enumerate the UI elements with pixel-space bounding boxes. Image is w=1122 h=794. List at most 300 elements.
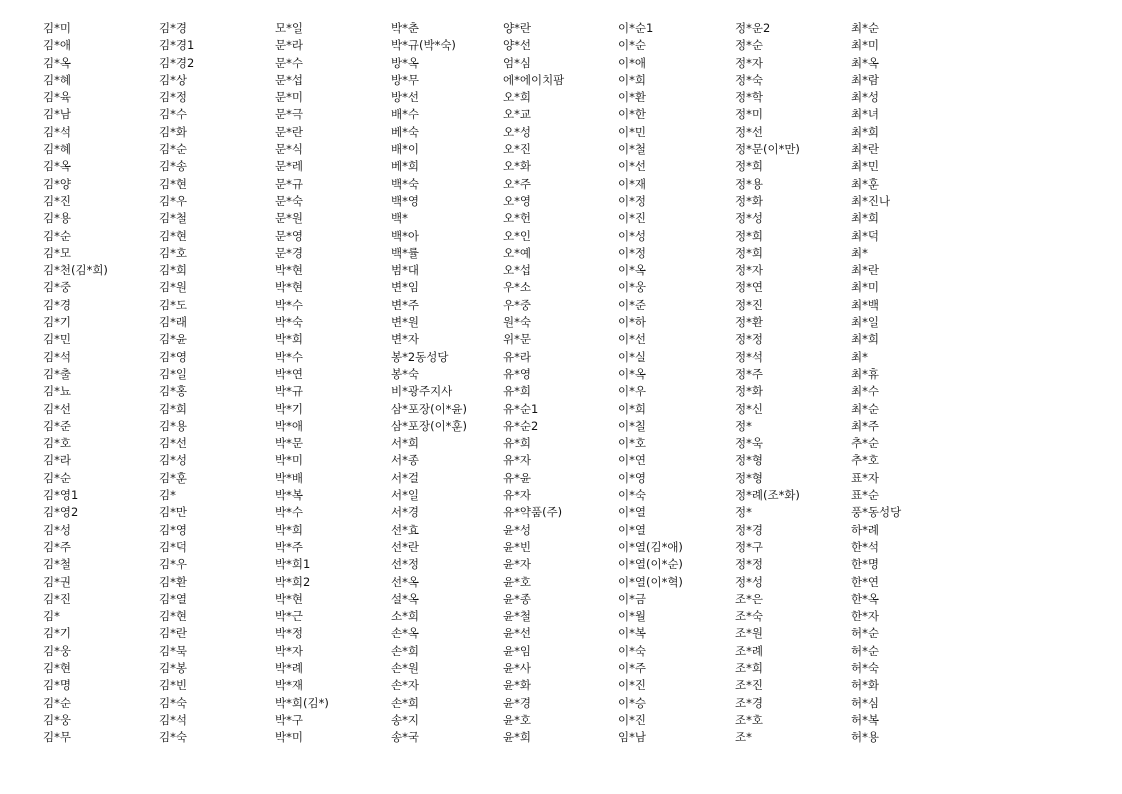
name-entry: 유*약품(주) xyxy=(503,505,563,520)
name-entry: 김*영 xyxy=(159,522,187,537)
name-entry: 박*수 xyxy=(275,349,303,364)
name-entry: 오*헌 xyxy=(503,211,531,226)
name-entry: 김*용 xyxy=(159,418,187,433)
name-entry: 박*기 xyxy=(275,401,303,416)
name-entry: 박*현 xyxy=(275,280,303,295)
name-entry: 손*희 xyxy=(391,695,419,710)
name-entry: 김*희 xyxy=(159,263,187,278)
name-entry: 김*모 xyxy=(43,245,71,260)
name-entry: 김*우 xyxy=(159,557,187,572)
name-entry: 문*섭 xyxy=(275,72,303,87)
name-entry: 김*정 xyxy=(159,90,187,105)
name-entry: 손*원 xyxy=(391,660,419,675)
name-entry: 선*효 xyxy=(391,522,419,537)
name-entry: 최*덕 xyxy=(851,228,879,243)
name-entry: 김*기 xyxy=(43,315,71,330)
name-entry: 김*중 xyxy=(43,280,71,295)
name-entry: 이*열(김*애) xyxy=(618,539,683,554)
name-entry: 이*칠 xyxy=(618,418,646,433)
name-entry: 박*미 xyxy=(275,730,303,745)
name-entry: 이*월 xyxy=(618,609,646,624)
name-entry: 오*인 xyxy=(503,228,531,243)
name-entry: 최* xyxy=(851,245,868,260)
name-entry: 최*성 xyxy=(851,90,879,105)
name-entry: 김*원 xyxy=(159,280,187,295)
name-entry: 김*무 xyxy=(43,730,71,745)
name-entry: 최*수 xyxy=(851,384,879,399)
name-entry: 김*현 xyxy=(43,660,71,675)
name-entry: 조*은 xyxy=(735,591,763,606)
name-entry: 한*자 xyxy=(851,609,879,624)
name-entry: 백*숙 xyxy=(391,176,419,191)
name-entry: 윤*자 xyxy=(503,557,531,572)
name-entry: 김*윤 xyxy=(159,332,187,347)
name-entry: 오*영 xyxy=(503,193,531,208)
name-entry: 김*경 xyxy=(43,297,71,312)
name-entry: 정*형 xyxy=(735,470,763,485)
name-entry: 윤*호 xyxy=(503,712,531,727)
name-entry: 한*명 xyxy=(851,557,879,572)
name-entry: 정*경 xyxy=(735,522,763,537)
name-entry: 원*숙 xyxy=(503,315,531,330)
name-entry: 정* xyxy=(735,418,752,433)
name-entry: 김*성 xyxy=(159,453,187,468)
name-entry: 정*용 xyxy=(735,176,763,191)
name-entry: 조*희 xyxy=(735,660,763,675)
name-column-4 xyxy=(391,20,467,746)
name-entry: 유*라 xyxy=(503,349,531,364)
name-entry: 박*수 xyxy=(275,505,303,520)
name-entry: 문*극 xyxy=(275,107,303,122)
name-entry: 정*성 xyxy=(735,211,763,226)
name-entry: 이*순 xyxy=(618,38,646,53)
name-entry: 김*천(김*희) xyxy=(43,263,108,278)
name-entry: 최*민 xyxy=(851,159,879,174)
name-entry: 유*윤 xyxy=(503,470,531,485)
name-entry: 봉*숙 xyxy=(391,366,419,381)
name-entry: 김*영 xyxy=(159,349,187,364)
name-entry: 변*주 xyxy=(391,297,419,312)
name-entry: 한*옥 xyxy=(851,591,879,606)
name-entry: 정*운2 xyxy=(735,21,771,35)
name-entry: 유*순2 xyxy=(503,418,539,433)
name-entry: 이*선 xyxy=(618,332,646,347)
name-entry: 김*진 xyxy=(43,193,71,208)
name-entry: 김*경2 xyxy=(159,55,195,70)
name-entry: 김*송 xyxy=(159,159,187,174)
name-entry: 김*수 xyxy=(159,107,187,122)
name-entry: 최*순 xyxy=(851,401,879,416)
name-entry: 정*순 xyxy=(735,38,763,53)
name-entry: 허*심 xyxy=(851,695,879,710)
name-entry: 윤*사 xyxy=(503,660,531,675)
name-entry: 문*식 xyxy=(275,142,303,157)
name-entry: 최*희 xyxy=(851,211,879,226)
name-entry: 베*숙 xyxy=(391,124,419,139)
name-entry: 박*희 xyxy=(275,522,303,537)
name-entry: 정*희 xyxy=(735,245,763,260)
name-entry: 박*례 xyxy=(275,660,303,675)
name-entry: 이*승 xyxy=(618,695,646,710)
name-entry: 삼*포장(이*윤) xyxy=(391,401,468,416)
name-entry: 선*란 xyxy=(391,539,419,554)
name-entry: 설*옥 xyxy=(391,591,419,606)
name-entry: 백*영 xyxy=(391,193,419,208)
name-entry: 정*정 xyxy=(735,557,763,572)
name-entry: 송*지 xyxy=(391,712,419,727)
name-entry: 이*환 xyxy=(618,90,646,105)
name-entry: 박*애 xyxy=(275,418,303,433)
name-entry: 문*미 xyxy=(275,90,303,105)
name-entry: 이*열(이*혁) xyxy=(618,574,683,589)
name-entry: 정*신 xyxy=(735,401,763,416)
name-entry: 이*선 xyxy=(618,159,646,174)
name-entry: 방*선 xyxy=(391,90,419,105)
name-entry: 모*일 xyxy=(275,21,303,35)
name-entry: 이*정 xyxy=(618,245,646,260)
name-entry: 김*미 xyxy=(43,21,71,35)
name-entry: 조*원 xyxy=(735,626,763,641)
name-entry: 비*광주지사 xyxy=(391,384,453,399)
name-entry: 김*현 xyxy=(159,228,187,243)
name-entry: 정*환 xyxy=(735,315,763,330)
name-entry: 김*권 xyxy=(43,574,71,589)
name-entry: 이*실 xyxy=(618,349,646,364)
name-entry: 선*정 xyxy=(391,557,419,572)
name-entry: 이*하 xyxy=(618,315,646,330)
name-entry: 유*희 xyxy=(503,436,531,451)
name-entry: 이*희 xyxy=(618,72,646,87)
name-entry: 최*순 xyxy=(851,21,879,35)
name-entry: 김*기 xyxy=(43,626,71,641)
name-entry: 최* xyxy=(851,349,868,364)
name-entry: 표*순 xyxy=(851,488,879,503)
name-entry: 김*주 xyxy=(43,539,71,554)
name-entry: 김*숙 xyxy=(159,695,187,710)
name-entry: 서*걸 xyxy=(391,470,419,485)
name-entry: 김*호 xyxy=(159,245,187,260)
name-entry: 양*란 xyxy=(503,21,531,35)
name-entry: 윤*빈 xyxy=(503,539,531,554)
name-entry: 정*주 xyxy=(735,366,763,381)
name-entry: 조*호 xyxy=(735,712,763,727)
name-entry: 김*상 xyxy=(159,72,187,87)
name-entry: 박*문 xyxy=(275,436,303,451)
name-entry: 김*혜 xyxy=(43,72,71,87)
name-entry: 유*순1 xyxy=(503,401,539,416)
name-column-5 xyxy=(503,20,564,746)
name-entry: 박*규(박*숙) xyxy=(391,38,456,53)
name-entry: 이*철 xyxy=(618,142,646,157)
name-entry: 김*화 xyxy=(159,124,187,139)
name-entry: 이*열(이*순) xyxy=(618,557,683,572)
name-entry: 이*호 xyxy=(618,436,646,451)
name-column-7 xyxy=(735,20,800,746)
name-entry: 한*석 xyxy=(851,539,879,554)
name-entry: 김*석 xyxy=(43,349,71,364)
name-entry: 이*준 xyxy=(618,297,646,312)
name-entry: 배*수 xyxy=(391,107,419,122)
name-entry: 김*덕 xyxy=(159,539,187,554)
name-entry: 유*희 xyxy=(503,384,531,399)
name-entry: 최*미 xyxy=(851,280,879,295)
name-entry: 이*열 xyxy=(618,522,646,537)
name-entry: 이*옥 xyxy=(618,366,646,381)
name-entry: 손*옥 xyxy=(391,626,419,641)
name-entry: 윤*경 xyxy=(503,695,531,710)
name-entry: 김*선 xyxy=(43,401,71,416)
name-entry: 김*경1 xyxy=(159,38,195,53)
name-entry: 김*열 xyxy=(159,591,187,606)
name-entry: 김*혜 xyxy=(43,142,71,157)
name-entry: 베*희 xyxy=(391,159,419,174)
name-entry: 윤*선 xyxy=(503,626,531,641)
name-entry: 최*훈 xyxy=(851,176,879,191)
name-entry: 윤*호 xyxy=(503,574,531,589)
name-entry: 김*육 xyxy=(43,90,71,105)
name-entry: 하*례 xyxy=(851,522,879,537)
name-entry: 최*백 xyxy=(851,297,879,312)
name-entry: 표*자 xyxy=(851,470,879,485)
name-entry: 김*옥 xyxy=(43,55,71,70)
name-entry: 박*복 xyxy=(275,488,303,503)
name-entry: 백*률 xyxy=(391,245,419,260)
name-column-2 xyxy=(159,20,194,746)
name-entry: 이*애 xyxy=(618,55,646,70)
name-entry: 양*선 xyxy=(503,38,531,53)
name-entry: 풍*동성당 xyxy=(851,505,902,520)
name-entry: 이*정 xyxy=(618,193,646,208)
name-entry: 위*문 xyxy=(503,332,531,347)
name-entry: 송*국 xyxy=(391,730,419,745)
name-entry: 최*미 xyxy=(851,38,879,53)
name-entry: 김*영1 xyxy=(43,488,79,503)
name-entry: 문*란 xyxy=(275,124,303,139)
name-entry: 김*웅 xyxy=(43,712,71,727)
name-entry: 우*중 xyxy=(503,297,531,312)
name-entry: 김*옥 xyxy=(43,159,71,174)
name-entry: 정*성 xyxy=(735,574,763,589)
name-column-6 xyxy=(618,20,683,746)
name-entry: 김*우 xyxy=(159,193,187,208)
name-entry: 정* xyxy=(735,505,752,520)
name-entry: 정*욱 xyxy=(735,436,763,451)
name-entry: 서*일 xyxy=(391,488,419,503)
name-entry: 이*금 xyxy=(618,591,646,606)
name-entry: 정*화 xyxy=(735,193,763,208)
name-entry: 조*례 xyxy=(735,643,763,658)
name-entry: 박*희 xyxy=(275,332,303,347)
name-entry: 이*영 xyxy=(618,470,646,485)
name-entry: 유*영 xyxy=(503,366,531,381)
name-column-8 xyxy=(851,20,901,746)
name-entry: 김*영2 xyxy=(43,505,79,520)
name-entry: 오*화 xyxy=(503,159,531,174)
name-entry: 이*성 xyxy=(618,228,646,243)
name-entry: 허*화 xyxy=(851,678,879,693)
name-entry: 방*옥 xyxy=(391,55,419,70)
name-entry: 정*자 xyxy=(735,55,763,70)
name-entry: 김*진 xyxy=(43,591,71,606)
name-entry: 김*라 xyxy=(43,453,71,468)
name-entry: 김*순 xyxy=(159,142,187,157)
name-entry: 서*종 xyxy=(391,453,419,468)
name-entry: 김*애 xyxy=(43,38,71,53)
name-entry: 서*희 xyxy=(391,436,419,451)
name-entry: 한*연 xyxy=(851,574,879,589)
name-entry: 백* xyxy=(391,211,408,226)
name-entry: 배*이 xyxy=(391,142,419,157)
name-entry: 이*우 xyxy=(618,384,646,399)
name-entry: 백*아 xyxy=(391,228,419,243)
name-entry: 김*남 xyxy=(43,107,71,122)
name-entry: 문*경 xyxy=(275,245,303,260)
name-entry: 문*수 xyxy=(275,55,303,70)
name-entry: 박*규 xyxy=(275,384,303,399)
name-entry: 허*복 xyxy=(851,712,879,727)
name-entry: 이*숙 xyxy=(618,488,646,503)
name-entry: 윤*종 xyxy=(503,591,531,606)
name-entry: 문*원 xyxy=(275,211,303,226)
name-entry: 최*희 xyxy=(851,124,879,139)
name-entry: 박*정 xyxy=(275,626,303,641)
name-entry: 윤*성 xyxy=(503,522,531,537)
name-entry: 김*현 xyxy=(159,609,187,624)
name-entry: 김*일 xyxy=(159,366,187,381)
name-entry: 김*양 xyxy=(43,176,71,191)
name-entry: 김*뇨 xyxy=(43,384,71,399)
name-entry: 김*현 xyxy=(159,176,187,191)
name-entry: 정*문(이*만) xyxy=(735,142,800,157)
name-entry: 김*순 xyxy=(43,470,71,485)
name-entry: 이*희 xyxy=(618,401,646,416)
name-entry: 윤*희 xyxy=(503,730,531,745)
name-entry: 봉*2동성당 xyxy=(391,349,449,364)
name-entry: 문*규 xyxy=(275,176,303,191)
name-entry: 정*진 xyxy=(735,297,763,312)
name-entry: 정*정 xyxy=(735,332,763,347)
name-entry: 정*석 xyxy=(735,349,763,364)
name-entry: 이*진 xyxy=(618,678,646,693)
name-entry: 윤*임 xyxy=(503,643,531,658)
name-entry: 허*용 xyxy=(851,730,879,745)
name-entry: 허*순 xyxy=(851,643,879,658)
name-entry: 조*진 xyxy=(735,678,763,693)
name-entry: 이*재 xyxy=(618,176,646,191)
name-entry: 이*한 xyxy=(618,107,646,122)
name-entry: 김*란 xyxy=(159,626,187,641)
name-entry: 김*훈 xyxy=(159,470,187,485)
name-entry: 정*희 xyxy=(735,228,763,243)
name-entry: 박*주 xyxy=(275,539,303,554)
name-entry: 문*레 xyxy=(275,159,303,174)
name-entry: 최*녀 xyxy=(851,107,879,122)
name-entry: 오*진 xyxy=(503,142,531,157)
name-entry: 정*희 xyxy=(735,159,763,174)
name-entry: 정*형 xyxy=(735,453,763,468)
name-entry: 최*주 xyxy=(851,418,879,433)
name-entry: 조*숙 xyxy=(735,609,763,624)
name-entry: 서*경 xyxy=(391,505,419,520)
name-entry: 김*경 xyxy=(159,21,187,35)
name-entry: 김*도 xyxy=(159,297,187,312)
name-entry: 소*희 xyxy=(391,609,419,624)
name-entry: 오*예 xyxy=(503,245,531,260)
name-entry: 문*숙 xyxy=(275,193,303,208)
name-entry: 박*연 xyxy=(275,366,303,381)
name-entry: 문*라 xyxy=(275,38,303,53)
name-entry: 이*민 xyxy=(618,124,646,139)
name-entry: 정*구 xyxy=(735,539,763,554)
name-entry: 김*희 xyxy=(159,401,187,416)
name-entry: 이*연 xyxy=(618,453,646,468)
name-entry: 임*남 xyxy=(618,730,646,745)
name-entry: 최*란 xyxy=(851,263,879,278)
name-entry: 조* xyxy=(735,730,752,745)
name-entry: 이*복 xyxy=(618,626,646,641)
name-entry: 변*임 xyxy=(391,280,419,295)
name-column-3 xyxy=(275,20,329,746)
name-entry: 김*용 xyxy=(43,211,71,226)
name-entry: 김*석 xyxy=(159,712,187,727)
name-entry: 유*자 xyxy=(503,488,531,503)
name-entry: 김*석 xyxy=(43,124,71,139)
name-entry: 정*연 xyxy=(735,280,763,295)
name-entry: 김*민 xyxy=(43,332,71,347)
name-entry: 변*자 xyxy=(391,332,419,347)
name-entry: 박*근 xyxy=(275,609,303,624)
name-entry: 김* xyxy=(159,488,176,503)
name-entry: 김*빈 xyxy=(159,678,187,693)
name-entry: 박*희1 xyxy=(275,557,311,572)
name-entry: 최*진나 xyxy=(851,193,891,208)
name-entry: 최*희 xyxy=(851,332,879,347)
name-entry: 이*웅 xyxy=(618,280,646,295)
name-entry: 박*구 xyxy=(275,712,303,727)
name-entry: 삼*포장(이*훈) xyxy=(391,418,468,433)
name-entry: 손*희 xyxy=(391,643,419,658)
name-entry: 김*철 xyxy=(43,557,71,572)
name-entry: 손*자 xyxy=(391,678,419,693)
name-entry: 오*성 xyxy=(503,124,531,139)
name-entry: 윤*화 xyxy=(503,678,531,693)
name-entry: 박*수 xyxy=(275,297,303,312)
name-entry: 문*영 xyxy=(275,228,303,243)
name-entry: 이*순1 xyxy=(618,21,654,35)
name-entry: 김*호 xyxy=(43,436,71,451)
name-entry: 김* xyxy=(43,609,60,624)
name-entry: 김*묵 xyxy=(159,643,187,658)
name-entry: 김*명 xyxy=(43,678,71,693)
name-entry: 김*홍 xyxy=(159,384,187,399)
name-entry: 오*희 xyxy=(503,90,531,105)
name-entry: 김*만 xyxy=(159,505,187,520)
name-entry: 우*소 xyxy=(503,280,531,295)
name-entry: 추*순 xyxy=(851,436,879,451)
name-entry: 이*진 xyxy=(618,211,646,226)
name-entry: 최*옥 xyxy=(851,55,879,70)
name-entry: 김*철 xyxy=(159,211,187,226)
name-entry: 박*희(김*) xyxy=(275,695,329,710)
name-entry: 오*섭 xyxy=(503,263,531,278)
name-entry: 유*자 xyxy=(503,453,531,468)
name-entry: 김*환 xyxy=(159,574,187,589)
name-entry: 이*옥 xyxy=(618,263,646,278)
name-entry: 김*선 xyxy=(159,436,187,451)
name-entry: 김*웅 xyxy=(43,643,71,658)
name-entry: 박*재 xyxy=(275,678,303,693)
name-entry: 선*옥 xyxy=(391,574,419,589)
